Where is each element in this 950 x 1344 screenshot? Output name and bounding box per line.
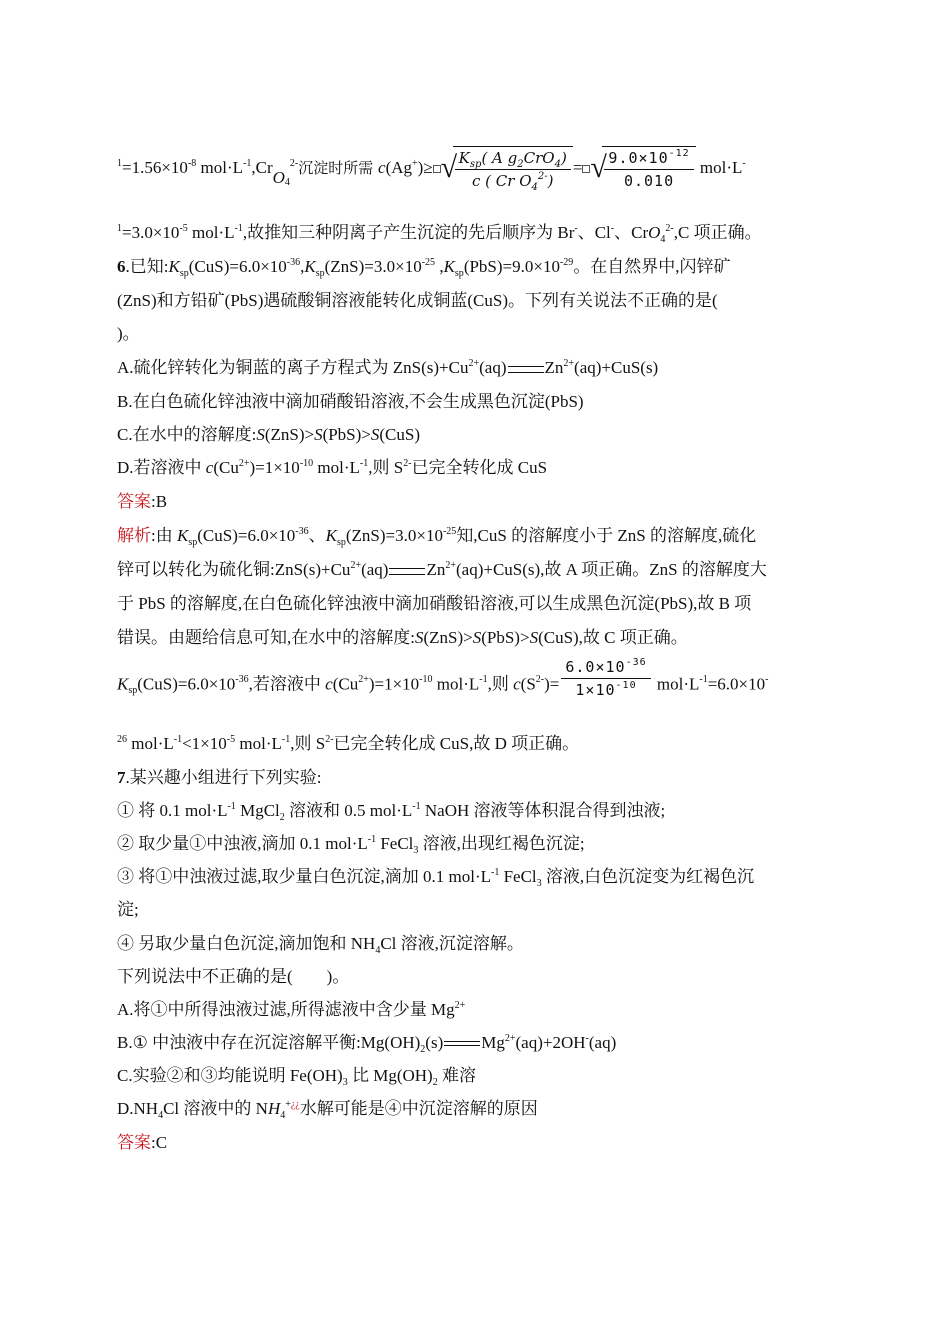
text: (PbS)> xyxy=(322,425,371,444)
subscript: 4 xyxy=(280,1110,286,1121)
text: 已完全转化成 CuS,故 D 项正确。 xyxy=(333,734,580,753)
text: ) xyxy=(547,172,554,190)
question-6-explanation-line-4 xyxy=(117,627,688,649)
question-6-explanation-line-6 xyxy=(117,733,579,755)
exponent: 2+ xyxy=(350,560,362,571)
subscript: sp xyxy=(336,537,346,548)
question-6-stem-line-2: (ZnS)和方铅矿(PbS)遇硫酸铜溶液能转化成铜蓝(CuS)。下列有关说法不正确的是( xyxy=(117,291,718,310)
exponent: -1 xyxy=(479,674,488,686)
exponent: -36 xyxy=(295,526,309,537)
text: (ZnS)> xyxy=(264,425,315,444)
exponent: -36 xyxy=(235,674,249,686)
subscript: 2 xyxy=(420,1044,426,1055)
question-6-stem xyxy=(117,256,731,278)
text: mol·L xyxy=(187,223,235,242)
text: mol·L xyxy=(196,157,244,177)
text: 比 Mg(OH) xyxy=(347,1066,433,1085)
question-7-answer xyxy=(117,1132,167,1154)
text: K xyxy=(176,526,189,545)
question-7-step-2 xyxy=(117,833,585,855)
subscript: 4 xyxy=(375,945,381,956)
text: mol·L xyxy=(127,734,174,753)
exponent: -25 xyxy=(442,526,457,537)
exponent: -1 xyxy=(281,734,291,745)
exponent: -1 xyxy=(412,801,421,812)
text: <1×10 xyxy=(182,734,227,753)
text: , xyxy=(300,257,305,276)
text: ,则 S xyxy=(290,734,326,753)
text: 、 xyxy=(308,526,326,545)
text: (ZnS)=3.0×10 xyxy=(345,526,443,545)
text: S xyxy=(529,628,539,647)
text: C.在水中的溶解度: xyxy=(117,425,257,444)
text: (ZnS)=3.0×10 xyxy=(324,257,422,276)
text: 。在自然界中,闪锌矿 xyxy=(573,257,731,276)
text: (CuS)=6.0×10 xyxy=(197,526,296,545)
exponent: 2- xyxy=(289,157,299,169)
text: CrO xyxy=(523,149,555,167)
exponent: - xyxy=(574,223,578,234)
text: S xyxy=(414,628,424,647)
question-7-option-a xyxy=(117,999,465,1021)
text: D.若溶液中 xyxy=(117,458,206,477)
subscript: 2 xyxy=(279,812,285,823)
sqrt-expression xyxy=(590,146,695,192)
text: = xyxy=(572,157,583,177)
text: Zn xyxy=(544,358,564,377)
exponent: 2+ xyxy=(358,674,369,686)
text: )=1×10 xyxy=(368,674,420,694)
text: )= xyxy=(544,674,560,694)
fraction xyxy=(604,147,693,192)
equilibrium-arrow-icon xyxy=(444,1040,480,1048)
subscript: 3 xyxy=(342,1077,348,1088)
text: FeCl xyxy=(499,867,537,886)
question-6-explanation-line-1 xyxy=(117,525,756,547)
text: 溶液,白色沉淀变为红褐色沉 xyxy=(541,867,755,886)
text: (Cu xyxy=(213,458,239,477)
subscript: sp xyxy=(188,537,198,548)
placeholder-box-icon xyxy=(582,165,590,173)
text: K xyxy=(168,257,180,276)
text: (Ag xyxy=(385,157,413,177)
subscript: sp xyxy=(469,159,482,170)
numerator xyxy=(561,656,650,679)
text: 难溶 xyxy=(437,1066,476,1085)
question-7-step-3-cont: 淀; xyxy=(117,900,139,919)
text: 6.0×10 xyxy=(565,658,626,676)
exponent: -1 xyxy=(234,223,243,234)
text: K xyxy=(117,674,129,694)
text: ④ 另取少量白色沉淀,滴加饱和 NH xyxy=(117,934,376,953)
equals-arrow-icon xyxy=(389,568,425,575)
exponent: 1 xyxy=(117,157,122,169)
text: MgCl xyxy=(235,801,280,820)
answer-value: :B xyxy=(151,492,168,511)
subscript: sp xyxy=(315,268,325,279)
exponent: 2+ xyxy=(445,560,456,571)
text: mol·L xyxy=(432,674,480,694)
text: Mg xyxy=(481,1033,505,1052)
exponent: -1 xyxy=(227,801,236,812)
exponent: - xyxy=(765,674,769,686)
question-number: 7 xyxy=(117,768,126,787)
text: ① 将 0.1 mol·L xyxy=(117,801,228,820)
text: c xyxy=(513,674,521,694)
question-7-option-c xyxy=(117,1065,476,1087)
text: 9.0×10 xyxy=(608,149,669,167)
subscript: 2 xyxy=(432,1077,438,1088)
text: K xyxy=(304,257,316,276)
question-6-explanation-line-3: 于 PbS 的溶解度,在白色硫化锌浊液中滴加硝酸铅溶液,可以生成黑色沉淀(PbS),故 B 项 xyxy=(117,594,752,613)
text: (PbS)=9.0×10 xyxy=(463,257,560,276)
exponent: -1 xyxy=(173,734,183,745)
text: c xyxy=(378,157,386,177)
subscript: 3 xyxy=(536,878,542,889)
exponent: -1 xyxy=(699,674,708,686)
text: (CuS),故 C 项正确。 xyxy=(538,628,688,647)
exponent: 2- xyxy=(535,674,545,686)
text: H xyxy=(267,1099,281,1118)
text: ③ 将①中浊液过滤,取少量白色沉淀,滴加 0.1 mol·L xyxy=(117,867,491,886)
answer-label: 答案 xyxy=(117,1133,151,1152)
text: K xyxy=(458,149,470,167)
radicand xyxy=(453,146,573,192)
exponent: -1 xyxy=(359,458,369,469)
question-7-ask: 下列说法中不正确的是( )。 xyxy=(117,967,350,986)
solution-line-1 xyxy=(117,146,746,192)
exponent: 26 xyxy=(117,734,127,745)
explanation-label: 解析 xyxy=(117,526,151,545)
text: =3.0×10 xyxy=(122,223,180,242)
question-6-option-a xyxy=(117,357,658,379)
text: 知,CuS 的溶解度小于 ZnS 的溶解度,硫化 xyxy=(456,526,757,545)
text: (PbS)> xyxy=(481,628,530,647)
text: FeCl xyxy=(376,834,414,853)
question-7-step-1 xyxy=(117,800,665,822)
text: (s) xyxy=(425,1033,444,1052)
text: (CuS)=6.0×10 xyxy=(137,674,236,694)
subscript: 4 xyxy=(284,176,290,188)
text: (aq) xyxy=(361,560,389,579)
text: c xyxy=(325,674,333,694)
denominator xyxy=(561,679,650,701)
text: 错误。由题给信息可知,在水中的溶解度: xyxy=(117,628,415,647)
text: ( A g xyxy=(481,149,518,167)
text: mol·L xyxy=(695,157,743,177)
numerator xyxy=(604,147,693,170)
subscript: 4 xyxy=(660,234,666,245)
question-number: 6 xyxy=(117,257,126,276)
question-6-answer xyxy=(117,491,167,513)
exponent: -5 xyxy=(226,734,236,745)
exponent: -10 xyxy=(299,458,314,469)
sqrt-expression xyxy=(441,146,573,192)
question-7-step-4 xyxy=(117,933,524,955)
exponent: -5 xyxy=(179,223,188,234)
text: mol·L xyxy=(652,674,700,694)
text: (CuS)=6.0×10 xyxy=(188,257,287,276)
question-6-explanation-line-2 xyxy=(117,559,767,581)
subscript: 4 xyxy=(158,1110,164,1121)
question-7-option-b xyxy=(117,1032,616,1054)
exponent: -8 xyxy=(187,157,197,169)
exponent: -1 xyxy=(367,834,377,845)
denominator xyxy=(455,170,571,192)
question-7-option-d xyxy=(117,1098,538,1120)
text: (S xyxy=(520,674,536,694)
text: (aq)+2OH xyxy=(515,1033,586,1052)
radical-icon: √ xyxy=(440,151,458,184)
text: ,Cr xyxy=(251,157,273,177)
text: 锌可以转化为硫化铜:ZnS(s)+Cu xyxy=(117,560,351,579)
text: c ( Cr O xyxy=(472,172,532,190)
text: (aq) xyxy=(588,1033,617,1052)
text: 已完全转化成 CuS xyxy=(411,458,548,477)
subscript: 4 xyxy=(531,182,538,193)
question-6-option-b: B.在白色硫化锌浊液中滴加硝酸铅溶液,不会生成黑色沉淀(PbS) xyxy=(117,392,584,411)
text: ,故推知三种阴离子产生沉淀的先后顺序为 Br xyxy=(242,223,575,242)
text: c xyxy=(205,458,214,477)
text: K xyxy=(443,257,455,276)
text: (aq)+CuS(s),故 A 项正确。ZnS 的溶解度大 xyxy=(455,560,767,579)
exponent: -36 xyxy=(625,657,647,668)
text: 、Cr xyxy=(614,223,649,242)
text: A.将①中所得浊液过滤,所得滤液中含少量 Mg xyxy=(117,1000,455,1019)
exponent: + xyxy=(412,157,418,169)
answer-label: 答案 xyxy=(117,492,151,511)
exponent: - xyxy=(610,223,615,234)
text: S xyxy=(314,425,323,444)
subscript: sp xyxy=(128,685,138,697)
text: O xyxy=(648,223,661,242)
exponent: 2+ xyxy=(563,358,575,369)
question-6-stem-line-3: )。 xyxy=(117,324,140,343)
exponent: 2+ xyxy=(468,358,480,369)
subscript: sp xyxy=(454,268,464,279)
text: ) xyxy=(560,149,567,167)
text: (CuS) xyxy=(379,425,421,444)
ion-symbol: O xyxy=(272,167,285,187)
text: (Cu xyxy=(332,674,359,694)
garbled-mark: ¿¿ xyxy=(290,1099,300,1110)
text: ,C 项正确。 xyxy=(673,223,762,242)
exponent: 2- xyxy=(403,458,412,469)
exponent: 2- xyxy=(537,171,548,182)
text: S xyxy=(256,425,265,444)
fraction xyxy=(455,147,571,192)
text: S xyxy=(370,425,380,444)
question-7-step-3 xyxy=(117,866,754,888)
exponent: - xyxy=(585,1033,589,1044)
denominator: 0.010 xyxy=(623,172,675,190)
exponent: 2+ xyxy=(454,1000,466,1011)
exponent: -29 xyxy=(559,257,574,268)
subscript: 3 xyxy=(413,845,419,856)
text: mol·L xyxy=(235,734,282,753)
exponent: -36 xyxy=(286,257,301,268)
text: =1.56×10 xyxy=(122,157,188,177)
text: ② 取少量①中浊液,滴加 0.1 mol·L xyxy=(117,834,368,853)
exponent: -1 xyxy=(243,157,252,169)
exponent: 2- xyxy=(665,223,674,234)
exponent: -10 xyxy=(615,680,637,691)
text: :由 xyxy=(151,526,177,545)
text: (aq) xyxy=(479,358,507,377)
exponent: - xyxy=(742,157,746,169)
text: , xyxy=(435,257,444,276)
text: )≥ xyxy=(417,157,433,177)
text: ,则 S xyxy=(368,458,404,477)
text: (aq)+CuS(s) xyxy=(574,358,659,377)
text: =6.0×10 xyxy=(707,674,766,694)
exponent: -1 xyxy=(491,867,500,878)
text: 1×10 xyxy=(575,681,616,699)
text: C.实验②和③均能说明 Fe(OH) xyxy=(117,1066,343,1085)
text: (ZnS)> xyxy=(423,628,473,647)
text: 沉淀时所需 xyxy=(298,158,379,177)
fraction xyxy=(561,656,650,701)
question-7-stem xyxy=(117,767,321,789)
text: 溶液,出现红褐色沉淀; xyxy=(418,834,585,853)
text: Zn xyxy=(426,560,446,579)
subscript: 4 xyxy=(554,159,561,170)
exponent: -10 xyxy=(419,674,433,686)
text: .某兴趣小组进行下列实验: xyxy=(125,768,322,787)
text: K xyxy=(325,526,337,545)
text: 溶液和 0.5 mol·L xyxy=(284,801,413,820)
text: 、Cl xyxy=(577,223,611,242)
exponent: -12 xyxy=(668,148,690,159)
text: mol·L xyxy=(313,458,360,477)
exponent: 2+ xyxy=(504,1033,516,1044)
question-6-option-d xyxy=(117,457,547,479)
text: NaOH 溶液等体积混合得到浊液; xyxy=(420,801,666,820)
subscript: sp xyxy=(179,268,189,279)
solution-line-2 xyxy=(117,222,762,244)
text: ,则 xyxy=(487,674,514,694)
answer-value: :C xyxy=(151,1133,168,1152)
text: Cl 溶液中的 N xyxy=(163,1099,268,1118)
text: S xyxy=(472,628,482,647)
equals-arrow-icon xyxy=(508,366,544,373)
text: A.硫化锌转化为铜蓝的离子方程式为 ZnS(s)+Cu xyxy=(117,358,469,377)
text: 水解可能是④中沉淀溶解的原因 xyxy=(299,1099,538,1118)
text: )=1×10 xyxy=(249,458,300,477)
numerator xyxy=(455,147,571,170)
text: B.① 中浊液中存在沉淀溶解平衡:Mg(OH) xyxy=(117,1033,421,1052)
question-6-option-c xyxy=(117,424,420,446)
subscript: 2 xyxy=(517,159,524,170)
radicand xyxy=(602,146,695,192)
placeholder-box-icon xyxy=(433,165,441,173)
text: .已知: xyxy=(125,257,169,276)
text: ,若溶液中 xyxy=(248,674,326,694)
exponent: -25 xyxy=(421,257,436,268)
text: D.NH xyxy=(117,1099,159,1118)
exponent: 2+ xyxy=(238,458,250,469)
radical-icon: √ xyxy=(590,151,607,184)
exponent: 1 xyxy=(117,223,122,234)
exponent: 2- xyxy=(325,734,334,745)
exponent: + xyxy=(285,1099,291,1110)
text: Cl 溶液,沉淀溶解。 xyxy=(380,934,524,953)
